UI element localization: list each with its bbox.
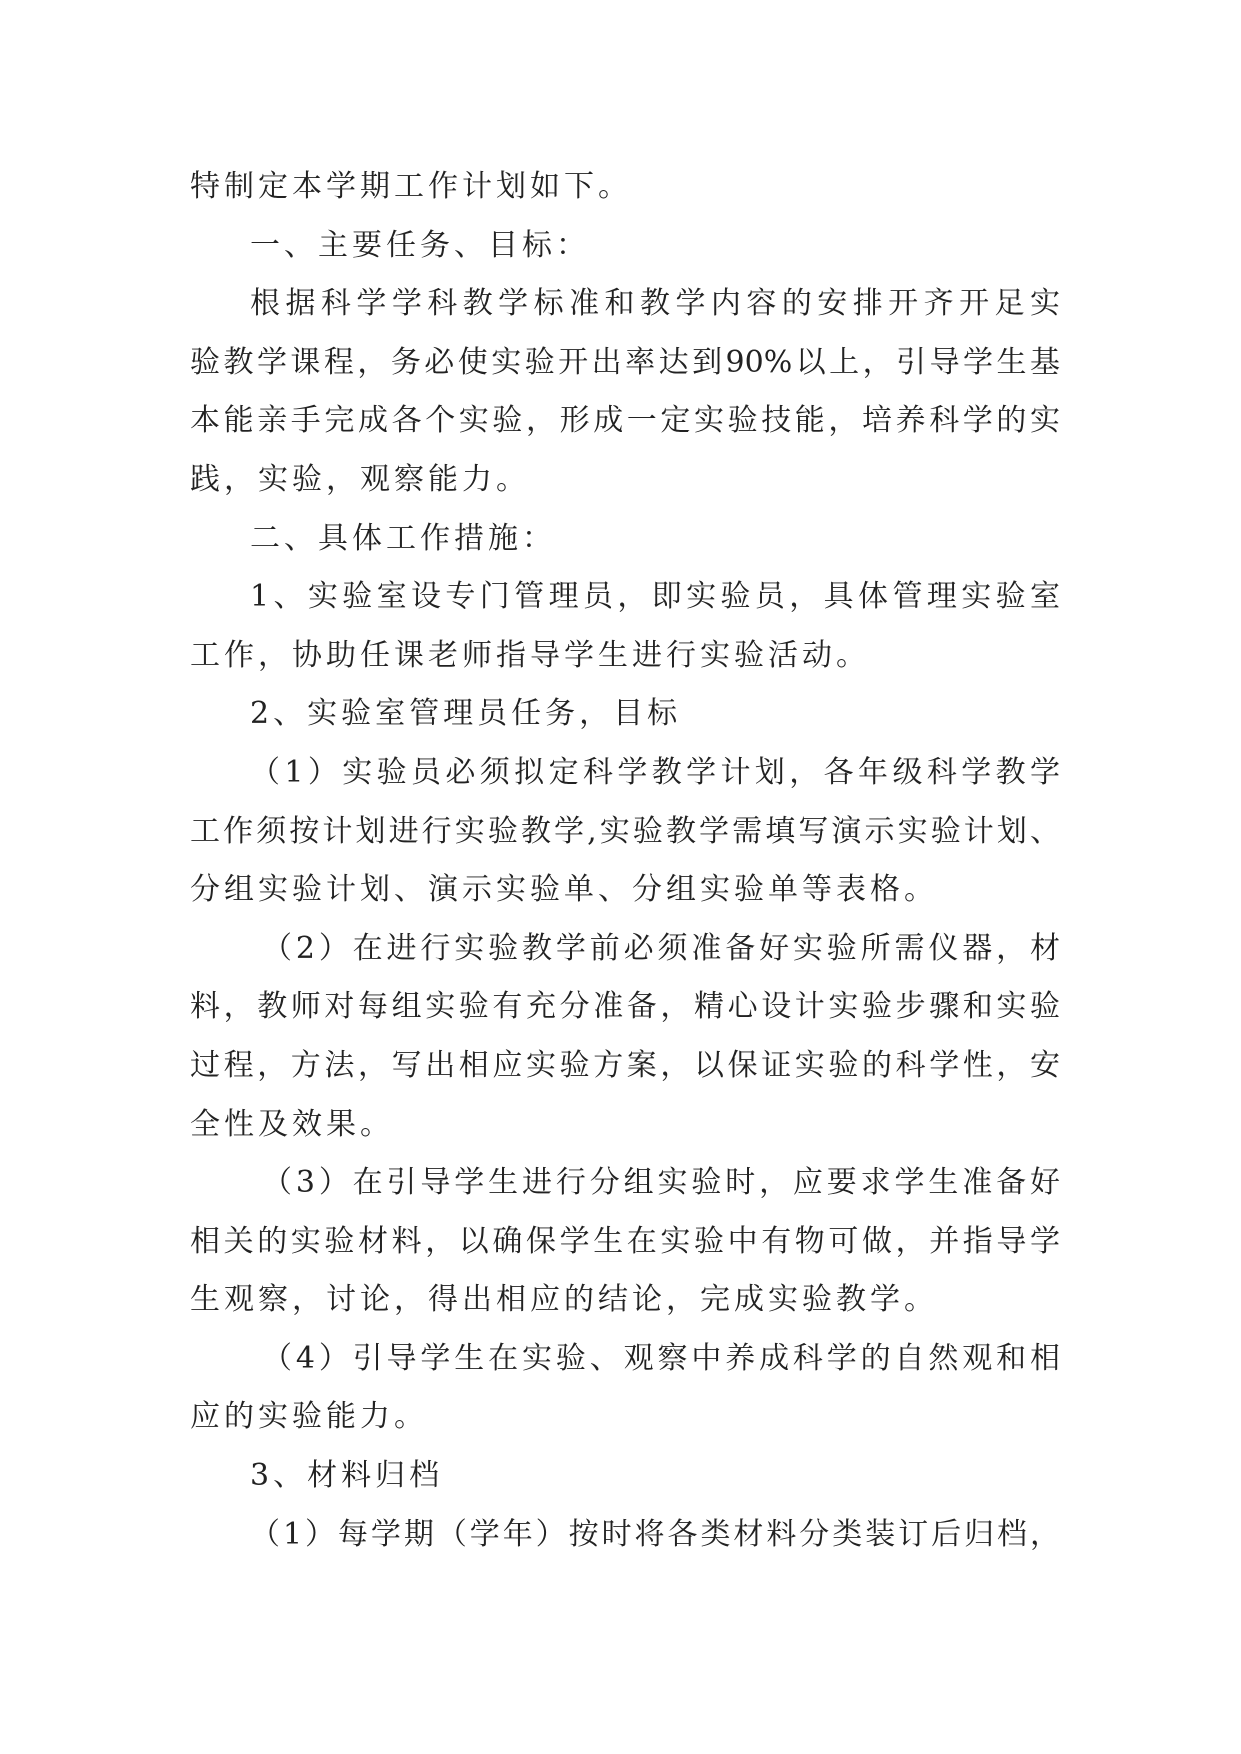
- text-line: 本能亲手完成各个实验，形成一定实验技能，培养科学的实: [190, 403, 1060, 439]
- text-line: 根据科学学科教学标准和教学内容的安排开齐开足实: [250, 286, 1060, 322]
- text-line: 分组实验计划、演示实验单、分组实验单等表格。: [190, 872, 938, 908]
- text-line: 工作，协助任课老师指导学生进行实验活动。: [190, 637, 870, 673]
- text-line: 工作须按计划进行实验教学,实验教学需填写演示实验计划、: [190, 813, 1060, 849]
- text-line: 应的实验能力。: [190, 1399, 428, 1435]
- subsection-heading-archiving: 3、材料归档: [250, 1458, 444, 1494]
- text-line: 料，教师对每组实验有充分准备，精心设计实验步骤和实验: [190, 989, 1060, 1025]
- document-body: [190, 158, 1060, 1564]
- text-line: 全性及效果。: [190, 1106, 394, 1142]
- text-line: （1）每学期（学年）按时将各类材料分类装订后归档，: [250, 1516, 1060, 1552]
- text-line: （1）实验员必须拟定科学教学计划，各年级科学教学: [250, 754, 1060, 790]
- text-line: 验教学课程，务必使实验开出率达到90%以上，引导学生基: [190, 344, 1060, 380]
- section-heading-measures: 二、具体工作措施：: [250, 520, 556, 556]
- text-line: 过程，方法，写出相应实验方案，以保证实验的科学性，安: [190, 1047, 1060, 1083]
- text-line: 践，实验，观察能力。: [190, 461, 530, 497]
- text-line: （3）在引导学生进行分组实验时，应要求学生准备好: [262, 1165, 1060, 1201]
- text-line: （2）在进行实验教学前必须准备好实验所需仪器，材: [262, 930, 1060, 966]
- text-line: 特制定本学期工作计划如下。: [190, 169, 632, 204]
- subsection-heading-admin-tasks: 2、实验室管理员任务，目标: [250, 696, 682, 732]
- text-line: 生观察，讨论，得出相应的结论，完成实验教学。: [190, 1282, 938, 1318]
- text-line: （4）引导学生在实验、观察中养成科学的自然观和相: [262, 1340, 1060, 1376]
- text-line: 1、实验室设专门管理员，即实验员，具体管理实验室: [250, 579, 1060, 615]
- section-heading-tasks: 一、主要任务、目标：: [250, 227, 590, 263]
- text-line: 相关的实验材料，以确保学生在实验中有物可做，并指导学: [190, 1223, 1060, 1259]
